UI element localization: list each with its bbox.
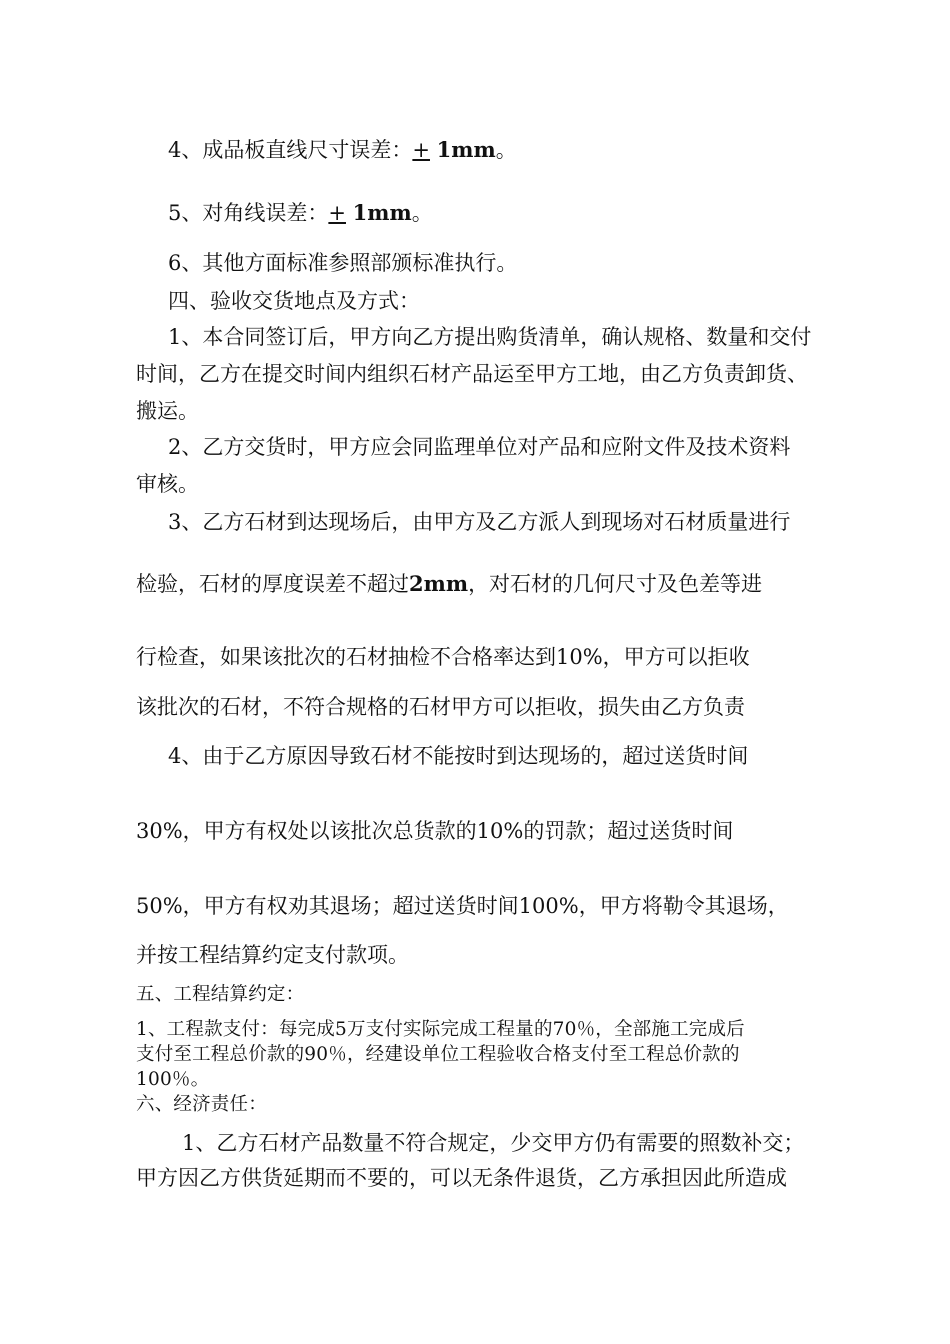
paragraph-line: 1、工程款支付：每完成5万支付实际完成工程量的70％，全部施工完成后 — [136, 1019, 745, 1040]
paragraph-line — [136, 570, 826, 598]
tolerance-line-straight — [168, 136, 858, 164]
paragraph-line: 搬运。 — [136, 399, 199, 423]
paragraph-line: 4、由于乙方原因导致石材不能按时到达现场的，超过送货时间 — [168, 744, 749, 768]
text-segment: 4、成品板直线尺寸误差： — [168, 138, 413, 162]
plus-minus-symbol: + — [412, 138, 430, 162]
section-heading: 四、验收交货地点及方式： — [168, 289, 420, 313]
text-segment: 。 — [495, 138, 517, 162]
bold-value: 1mm — [436, 137, 496, 162]
paragraph-line: 1、本合同签订后，甲方向乙方提出购货清单，确认规格、数量和交付 — [168, 325, 812, 349]
section-heading: 六、经济责任： — [136, 1094, 267, 1115]
text-segment: ，对石材的几何尺寸及色差等进 — [468, 572, 763, 596]
paragraph-line: 2、乙方交货时，甲方应会同监理单位对产品和应附文件及技术资料 — [168, 435, 791, 459]
paragraph-line: 支付至工程总价款的90％，经建设单位工程验收合格支付至工程总价款的 — [136, 1044, 740, 1065]
paragraph-line: 时间，乙方在提交时间内组织石材产品运至甲方工地，由乙方负责卸货、 — [136, 362, 808, 386]
bold-value: 2mm — [409, 571, 469, 596]
paragraph-line: 1、乙方石材产品数量不符合规定，少交甲方仍有需要的照数补交； — [182, 1131, 805, 1155]
paragraph-line: 30%，甲方有权处以该批次总货款的10%的罚款；超过送货时间 — [136, 819, 734, 843]
paragraph-line: 3、乙方石材到达现场后，由甲方及乙方派人到现场对石材质量进行 — [168, 510, 791, 534]
paragraph-line: 甲方因乙方供货延期而不要的，可以无条件退货，乙方承担因此所造成 — [136, 1166, 787, 1190]
paragraph-line: 行检查，如果该批次的石材抽检不合格率达到10%，甲方可以拒收 — [136, 645, 750, 669]
paragraph-line: 并按工程结算约定支付款项。 — [136, 943, 409, 967]
paragraph-line: 100％。 — [136, 1069, 210, 1090]
plus-minus-symbol: + — [328, 201, 346, 225]
section-heading: 五、工程结算约定： — [136, 984, 305, 1005]
bold-value: 1mm — [352, 200, 412, 225]
text-segment: 。 — [411, 201, 433, 225]
text-segment: 检验，石材的厚度误差不超过 — [136, 572, 409, 596]
paragraph-line: 审核。 — [136, 472, 199, 496]
paragraph-line: 50%，甲方有权劝其退场；超过送货时间100%，甲方将勒令其退场， — [136, 894, 789, 918]
tolerance-line-diagonal — [168, 199, 858, 227]
text-segment: 5、对角线误差： — [168, 201, 329, 225]
paragraph-line: 该批次的石材，不符合规格的石材甲方可以拒收，损失由乙方负责 — [136, 695, 745, 719]
paragraph-line: 6、其他方面标准参照部颁标准执行。 — [168, 251, 518, 275]
